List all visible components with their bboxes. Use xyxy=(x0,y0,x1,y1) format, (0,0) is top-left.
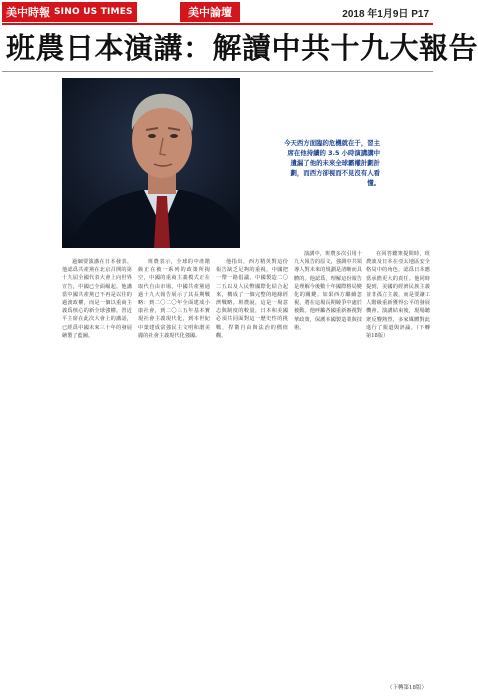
newspaper-brand xyxy=(2,2,137,22)
portrait-photo xyxy=(62,78,240,248)
header-divider xyxy=(2,23,433,25)
continued-note: （下轉第18版） xyxy=(387,685,427,691)
article-column-5 xyxy=(366,250,430,682)
article-column-1 xyxy=(62,258,132,682)
masthead-bar xyxy=(2,2,433,22)
section-label: 美中論壇 xyxy=(180,2,240,22)
brand-name-chinese: 美中時報 xyxy=(6,6,50,19)
article-paragraph: 他指出，西方精英對這份報告缺乏足夠的重視。中國把一帶一路倡議、中國製造二〇二五以及人民幣國際化結合起來，構成了一個完整的地緣經濟戰略。班農說，這是一場意志與制度的較量，日本和美國必須共同面對這一歷史性的挑戰，捍衛自由與法治的價值觀。 xyxy=(216,259,288,339)
article-paragraph: 演講中，班農多次引用十九大報告的原文，強調中共領導人對未來的規劃是清晰而具體的。他認爲，理解這份報告是理解今後數十年國際格局變化的關鍵。如果西方繼續忽視，將在這場長期競爭中處於被動。他呼籲各國重新審視對華政策，保護本國製造業與技術。 xyxy=(294,251,362,331)
photo-caption: 今天西方面臨的危機就在于，習主席在他持續的 3.5 小時演講講中遺漏了他的未來全球霸權計劃計劃，而西方卻視而不見沒有人看懂。 xyxy=(284,139,380,187)
article-column-4 xyxy=(294,250,362,682)
article-paragraph: 在回答聽衆提問時，班農談及日本在亞太地區安全格局中的角色，認爲日本應當承擔更大的責任。他同時提到，美國的經濟民族主義並非孤立主義，而是要讓工人階級重新獲得公平的發展機會。演講結束後，現場聽衆反響熱烈，多家媒體對此進行了報道與評論。（下轉第18版） xyxy=(366,251,430,340)
portrait-illustration xyxy=(62,78,240,248)
article-paragraph: 過綱要演講在日本發表。他認爲共產黨在北京召開的第十九屆全國代表大會上向世界宣告，中國已全面崛起。他講當中國共產黨已不再是以往的過渡政權，而是一個以重商主義爲核心的新全球強權。習近平主席在此次大會上的講話，已經爲中國未來三十年的發展繪製了藍圖。 xyxy=(62,259,132,339)
article-headline: 班農日本演講：解讀中共十九大報告 xyxy=(6,31,478,65)
article-paragraph: 班農表示，全球的中產階級正在被一系列的政策所掏空，中國的重商主義模式正在取代自由市場。中國共產黨通過十九大報告展示了其長期戰略：到二〇二〇年全面建成小康社會，到二〇三五年基本實現社會主義現代化，到本世紀中葉建成富強民主文明和諧美麗的社會主義現代化強國。 xyxy=(138,259,210,339)
brand-name-english: SINO US TIMES xyxy=(54,7,133,17)
headline-divider xyxy=(2,71,433,72)
article-column-2 xyxy=(138,258,210,682)
article-column-3 xyxy=(216,258,288,682)
date-and-page: 2018 年1月9日 P17 xyxy=(342,8,429,20)
